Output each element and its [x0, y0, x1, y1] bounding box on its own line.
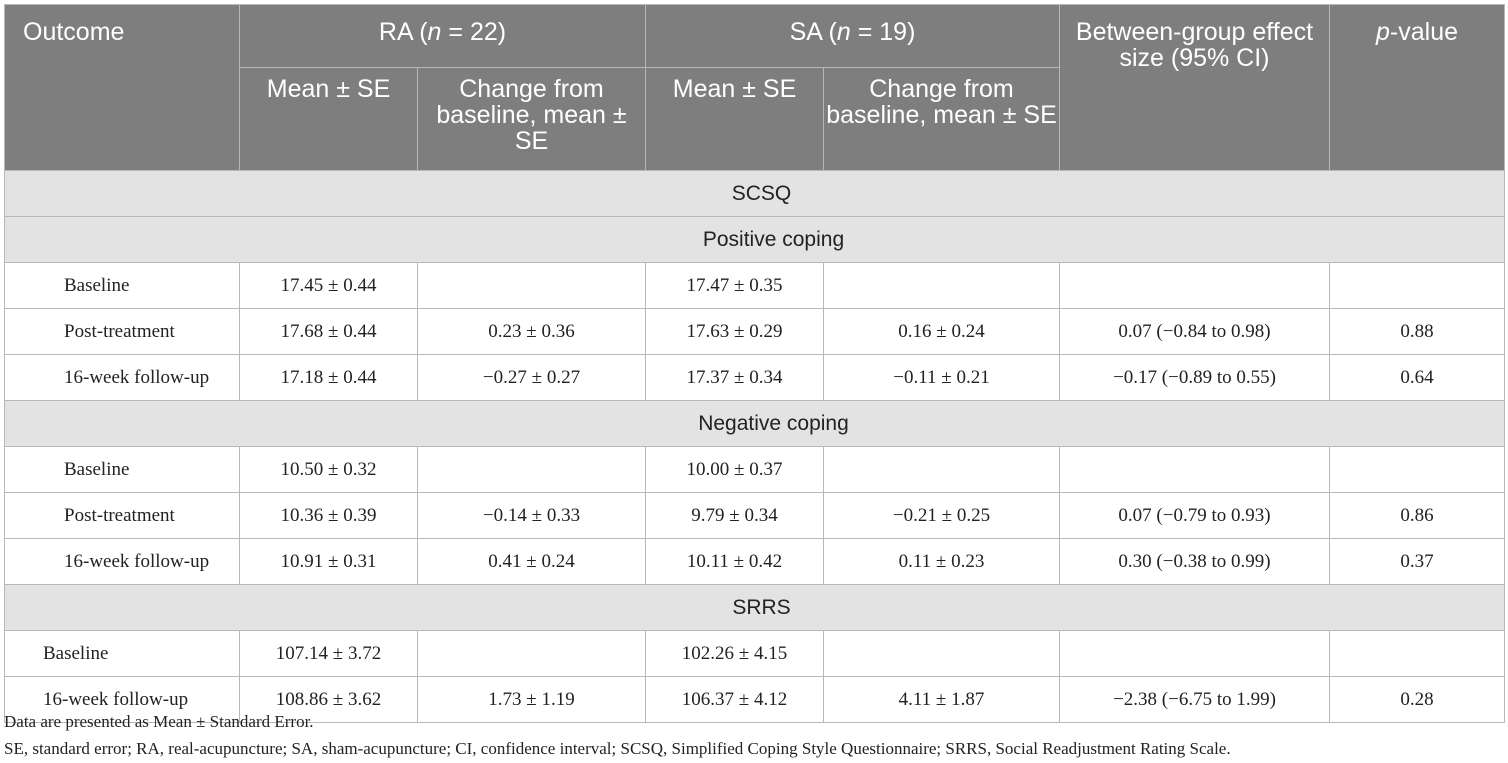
sa-change-cell — [824, 263, 1060, 309]
header-effect-size: Between-group effect size (95% CI) — [1060, 5, 1330, 171]
effect-size-cell — [1060, 631, 1330, 677]
ra-mean-cell: 17.18 ± 0.44 — [240, 355, 418, 401]
ra-change-cell: 0.41 ± 0.24 — [418, 539, 646, 585]
section-label: SRRS — [5, 585, 1505, 631]
p-value-cell — [1330, 631, 1505, 677]
section-row-srrs — [5, 585, 1505, 631]
header-sa-group: SA (n = 19) — [646, 5, 1060, 68]
row-label: Baseline — [5, 447, 240, 493]
header-sa-change: Change from baseline, mean ± SE — [824, 68, 1060, 171]
sa-mean-cell: 102.26 ± 4.15 — [646, 631, 824, 677]
p-value-cell: 0.86 — [1330, 493, 1505, 539]
sa-mean-cell: 9.79 ± 0.34 — [646, 493, 824, 539]
effect-size-cell: 0.07 (−0.84 to 0.98) — [1060, 309, 1330, 355]
table-row — [5, 631, 1505, 677]
sa-change-cell — [824, 447, 1060, 493]
section-label: Positive coping — [5, 217, 1505, 263]
footnote-abbreviations: SE, standard error; RA, real-acupuncture; SA, sham-acupuncture; CI, confidence interval; SCSQ, Simplified Coping Style Questionnaire; SRRS, Social Readjustment Rating Scale. — [4, 739, 1231, 758]
section-label: Negative coping — [5, 401, 1505, 447]
ra-change-cell: 1.73 ± 1.19 — [418, 677, 646, 723]
sa-mean-cell: 17.63 ± 0.29 — [646, 309, 824, 355]
sa-mean-cell: 10.00 ± 0.37 — [646, 447, 824, 493]
row-label: 16-week follow-up — [5, 539, 240, 585]
row-label: 16-week follow-up — [5, 355, 240, 401]
table-footnotes — [4, 708, 1231, 762]
ra-mean-cell: 10.50 ± 0.32 — [240, 447, 418, 493]
effect-size-cell — [1060, 263, 1330, 309]
sa-change-cell: 0.11 ± 0.23 — [824, 539, 1060, 585]
ra-mean-cell: 10.36 ± 0.39 — [240, 493, 418, 539]
ra-change-cell — [418, 263, 646, 309]
sa-mean-cell: 17.47 ± 0.35 — [646, 263, 824, 309]
table-row — [5, 447, 1505, 493]
sa-mean-cell: 10.11 ± 0.42 — [646, 539, 824, 585]
ra-mean-cell: 108.86 ± 3.62 — [240, 677, 418, 723]
table-row — [5, 493, 1505, 539]
effect-size-cell: 0.30 (−0.38 to 0.99) — [1060, 539, 1330, 585]
p-value-cell: 0.28 — [1330, 677, 1505, 723]
header-sa-mean: Mean ± SE — [646, 68, 824, 171]
effect-size-cell — [1060, 447, 1330, 493]
ra-change-cell — [418, 631, 646, 677]
table-row — [5, 263, 1505, 309]
ra-mean-cell: 10.91 ± 0.31 — [240, 539, 418, 585]
effect-size-cell: −2.38 (−6.75 to 1.99) — [1060, 677, 1330, 723]
header-p-value: p-value — [1330, 5, 1505, 171]
table-row — [5, 539, 1505, 585]
row-label: Baseline — [5, 631, 240, 677]
header-ra-mean: Mean ± SE — [240, 68, 418, 171]
p-value-cell: 0.64 — [1330, 355, 1505, 401]
table-body — [5, 171, 1505, 723]
header-ra-change: Change from baseline, mean ± SE — [418, 68, 646, 171]
sa-mean-cell: 106.37 ± 4.12 — [646, 677, 824, 723]
section-row-scsq — [5, 171, 1505, 217]
ra-mean-cell: 17.68 ± 0.44 — [240, 309, 418, 355]
row-label: Baseline — [5, 263, 240, 309]
table-row — [5, 309, 1505, 355]
table-row — [5, 355, 1505, 401]
results-table — [4, 4, 1505, 723]
sa-change-cell: 0.16 ± 0.24 — [824, 309, 1060, 355]
ra-mean-cell: 17.45 ± 0.44 — [240, 263, 418, 309]
sa-change-cell — [824, 631, 1060, 677]
sa-change-cell: −0.11 ± 0.21 — [824, 355, 1060, 401]
ra-mean-cell: 107.14 ± 3.72 — [240, 631, 418, 677]
row-label: Post-treatment — [5, 309, 240, 355]
p-value-cell — [1330, 447, 1505, 493]
ra-change-cell: 0.23 ± 0.36 — [418, 309, 646, 355]
sa-change-cell: 4.11 ± 1.87 — [824, 677, 1060, 723]
header-outcome: Outcome — [5, 5, 240, 171]
ra-change-cell: −0.14 ± 0.33 — [418, 493, 646, 539]
p-value-cell — [1330, 263, 1505, 309]
p-value-cell: 0.37 — [1330, 539, 1505, 585]
effect-size-cell: −0.17 (−0.89 to 0.55) — [1060, 355, 1330, 401]
ra-change-cell — [418, 447, 646, 493]
sa-mean-cell: 17.37 ± 0.34 — [646, 355, 824, 401]
ra-change-cell: −0.27 ± 0.27 — [418, 355, 646, 401]
row-label: Post-treatment — [5, 493, 240, 539]
footnote-data-presentation: Data are presented as Mean ± Standard Error. — [4, 712, 314, 731]
effect-size-cell: 0.07 (−0.79 to 0.93) — [1060, 493, 1330, 539]
sa-change-cell: −0.21 ± 0.25 — [824, 493, 1060, 539]
section-row-negative-coping — [5, 401, 1505, 447]
table-header — [5, 5, 1505, 171]
row-label: 16-week follow-up — [5, 677, 240, 723]
p-value-cell: 0.88 — [1330, 309, 1505, 355]
section-label: SCSQ — [5, 171, 1505, 217]
section-row-positive-coping — [5, 217, 1505, 263]
header-ra-group: RA (n = 22) — [240, 5, 646, 68]
